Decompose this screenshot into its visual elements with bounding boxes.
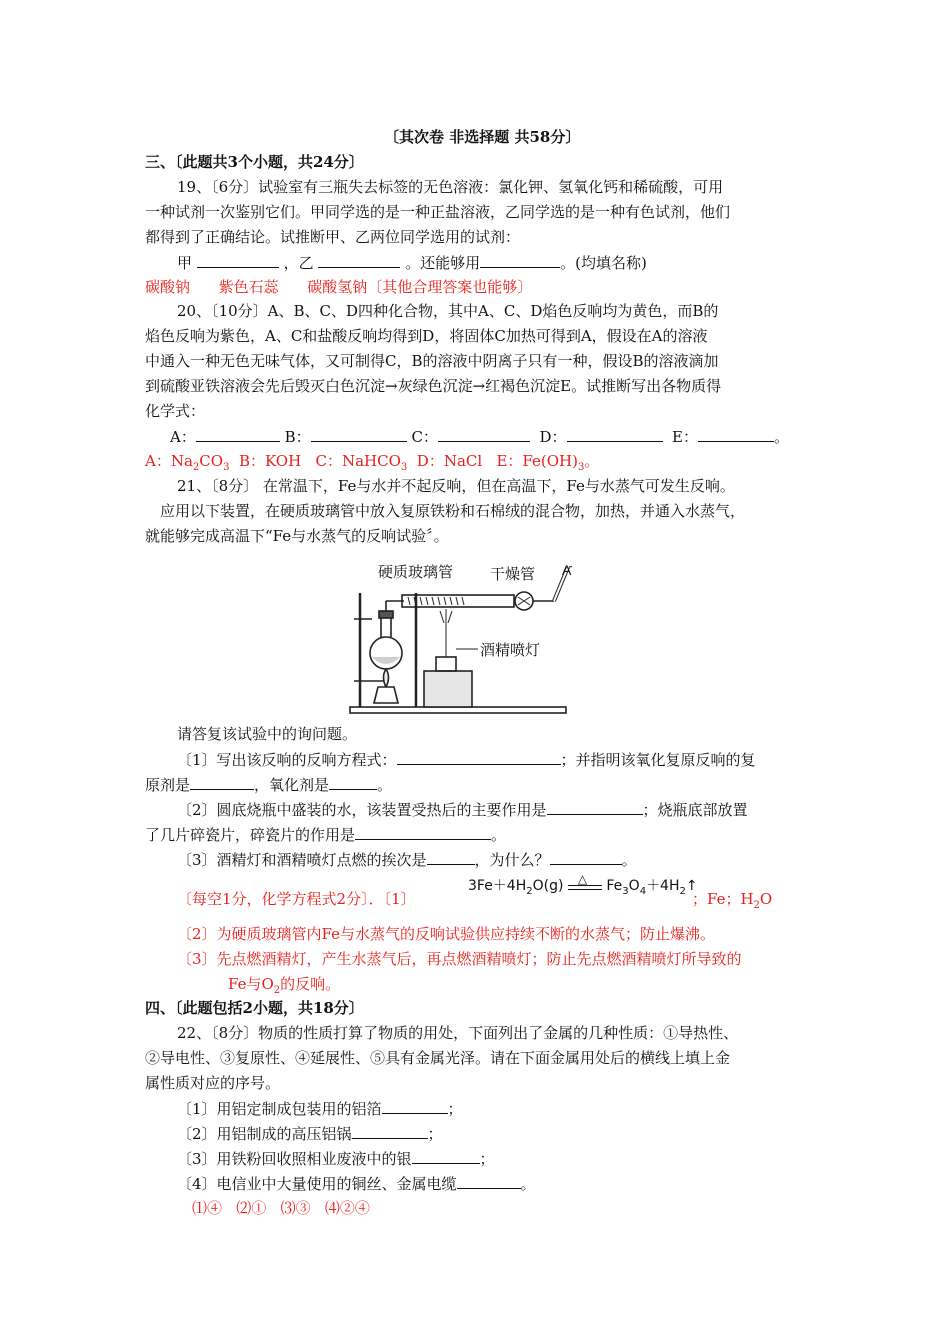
q19-answer: 碳酸钠 紫色石蕊 碳酸氢钠〔其他合理答案也能够〕 xyxy=(145,278,533,296)
q21-blank-order[interactable] xyxy=(427,849,475,865)
section-4-title: 四、〔此题包括2小题，共18分〕 xyxy=(145,999,364,1017)
round-flask xyxy=(370,637,402,669)
q21-line3: 就能够完成高温下“Fe与水蒸气的反响试验〞。 xyxy=(145,527,449,545)
section-header: 〔其次卷 非选择题 共58分〕 xyxy=(384,128,581,146)
q19-jia-label: 甲 xyxy=(177,254,193,272)
q21-line1: 21、〔8分〕 在常温下，Fe与水并不起反响，但在高温下，Fe与水蒸气可发生反响。 xyxy=(177,477,735,495)
q20-a-label: A： xyxy=(170,428,196,446)
q20-line1: 20、〔10分〕A、B、C、D四种化合物，其中A、C、D焰色反响均为黄色，而B的 xyxy=(177,302,719,320)
q22-item1: 〔1〕用铝定制成包装用的铝箔 ； xyxy=(177,1100,463,1118)
q20-blank-b[interactable] xyxy=(311,426,407,442)
q21-answer-1b: ；Fe；$H_2O$ xyxy=(692,890,773,911)
q20-answer: A：$Na_2CO_3$ B：KOH C：NaHCO$_3$ D：NaCl E：$Fe(OH)_3$。 xyxy=(145,452,600,473)
q20-end: 。 xyxy=(774,428,790,446)
section-3-title: 三、〔此题共3个小题，共24分〕 xyxy=(145,153,364,171)
fig-label-dryer: 干燥管 xyxy=(490,566,536,583)
q21-p1-line1: 〔1〕写出该反响的反响方程式： ；并指明该氧化复原反响的复 xyxy=(177,751,756,769)
q22-item4: 〔4〕电信业中大量使用的铜丝、金属电缆 。 xyxy=(177,1175,536,1193)
q19-blank-also[interactable] xyxy=(480,252,560,268)
q21-p1-line2: 原剂是 ，氧化剂是 。 xyxy=(145,776,393,794)
fig-label-lamp: 酒精喷灯 xyxy=(480,642,541,659)
q22-blank-4[interactable] xyxy=(457,1173,521,1189)
q21-answer-2: 〔2〕为硬质玻璃管内Fe与水蒸气的反响试验供应持续不断的水蒸气；防止爆沸。 xyxy=(177,925,716,943)
q22-blank-3[interactable] xyxy=(412,1148,480,1164)
q19-line3: 都得到了正确结论。试推断甲、乙两位同学选用的试剂： xyxy=(145,228,521,246)
q19-yi-label: ，乙 xyxy=(283,254,314,272)
q19-also-label: 。还能够用 xyxy=(405,254,481,272)
q20-blank-d[interactable] xyxy=(567,426,663,442)
q20-line4: 到硫酸亚铁溶液会先后毁灭白色沉淀→灰绿色沉淀→红褐色沉淀E。试推断写出各物质得 xyxy=(145,377,722,395)
q21-ask: 请答复该试验中的询问题。 xyxy=(177,725,358,743)
q21-p2-line1: 〔2〕圆底烧瓶中盛装的水，该装置受热后的主要作用是 ；烧瓶底部放置 xyxy=(177,801,748,819)
q20-e-label: E： xyxy=(672,428,698,446)
q20-line2: 焰色反响为紫色，A、C和盐酸反响均得到D，将固体C加热可得到A，假设在A的溶液 xyxy=(145,327,708,345)
q21-blank-oxidant[interactable] xyxy=(329,774,377,790)
alcohol-burner xyxy=(424,671,472,707)
fig-label-a: A xyxy=(562,562,572,578)
q20-b-label: B： xyxy=(284,428,311,446)
apparatus-diagram xyxy=(348,553,572,719)
alcohol-lamp xyxy=(374,687,398,703)
q21-blank-why[interactable] xyxy=(550,849,622,865)
q21-answer-3b: Fe与$O_2$的反响。 xyxy=(228,975,341,996)
q19-note: 。(均填名称) xyxy=(560,254,647,272)
q19-blank-yi[interactable] xyxy=(318,252,400,268)
q20-line3: 中通入一种无色无味气体，又可制得C，B的溶液中阴离子只有一种，假设B的溶液滴加 xyxy=(145,352,719,370)
q19-fill-line xyxy=(177,252,647,273)
q22-blank-1[interactable] xyxy=(382,1098,448,1114)
q21-p3-line: 〔3〕酒精灯和酒精喷灯点燃的挨次是 ，为什么？ 。 xyxy=(177,851,637,869)
q21-line2: 应用以下装置，在硬质玻璃管中放入复原铁粉和石棉绒的混合物，加热，并通入水蒸气， xyxy=(160,502,746,520)
q22-item2: 〔2〕用铝制成的高压铝锅 ； xyxy=(177,1125,443,1143)
q20-fill-line xyxy=(170,426,789,447)
q21-answer-3a: 〔3〕先点燃酒精灯，产生水蒸气后，再点燃酒精喷灯；防止先点燃酒精喷灯所导致的 xyxy=(177,950,742,968)
q21-blank-flask-role[interactable] xyxy=(547,799,643,815)
q20-d-label: D： xyxy=(539,428,567,446)
q21-equation: $3Fe+4H_2O(g)$ △ $Fe_3O_4+4H_2↑$ xyxy=(468,872,698,897)
q21-blank-porcelain[interactable] xyxy=(355,824,491,840)
q19-blank-jia[interactable] xyxy=(197,252,279,268)
q20-blank-c[interactable] xyxy=(438,426,530,442)
q21-blank-reductant[interactable] xyxy=(190,774,254,790)
q20-line5: 化学式： xyxy=(145,402,206,420)
q20-blank-e[interactable] xyxy=(698,426,774,442)
hard-glass-tube xyxy=(402,595,514,607)
q22-answer: ⑴④ ⑵① ⑶③ ⑷②④ xyxy=(192,1199,370,1217)
q22-line2: ②导电性、③复原性、④延展性、⑤具有金属光泽。请在下面金属用处后的横线上填上金 xyxy=(145,1049,731,1067)
q22-line1: 22、〔8分〕物质的性质打算了物质的用处，下面列出了金属的几种性质：①导热性、 xyxy=(177,1024,739,1042)
fig-label-tube: 硬质玻璃管 xyxy=(378,564,454,581)
q19-line1: 19、〔6分〕试验室有三瓶失去标签的无色溶液：氯化钾、氢氧化钙和稀硫酸，可用 xyxy=(177,178,724,196)
q21-p2-line2: 了几片碎瓷片，碎瓷片的作用是 。 xyxy=(145,826,507,844)
q22-item3: 〔3〕用铁粉回收照相业废液中的银 ； xyxy=(177,1150,495,1168)
q21-answer-1: 〔每空1分，化学方程式2分〕．〔1〕 xyxy=(177,890,416,908)
q19-line2: 一种试剂一次鉴别它们。甲同学选的是一种正盐溶液，乙同学选的是一种有色试剂，他们 xyxy=(145,203,731,221)
q22-line3: 属性质对应的序号。 xyxy=(145,1074,281,1092)
q21-blank-equation[interactable] xyxy=(397,749,561,765)
q20-blank-a[interactable] xyxy=(196,426,280,442)
q22-blank-2[interactable] xyxy=(352,1123,428,1139)
q20-c-label: C： xyxy=(411,428,438,446)
apparatus-base xyxy=(350,707,566,713)
